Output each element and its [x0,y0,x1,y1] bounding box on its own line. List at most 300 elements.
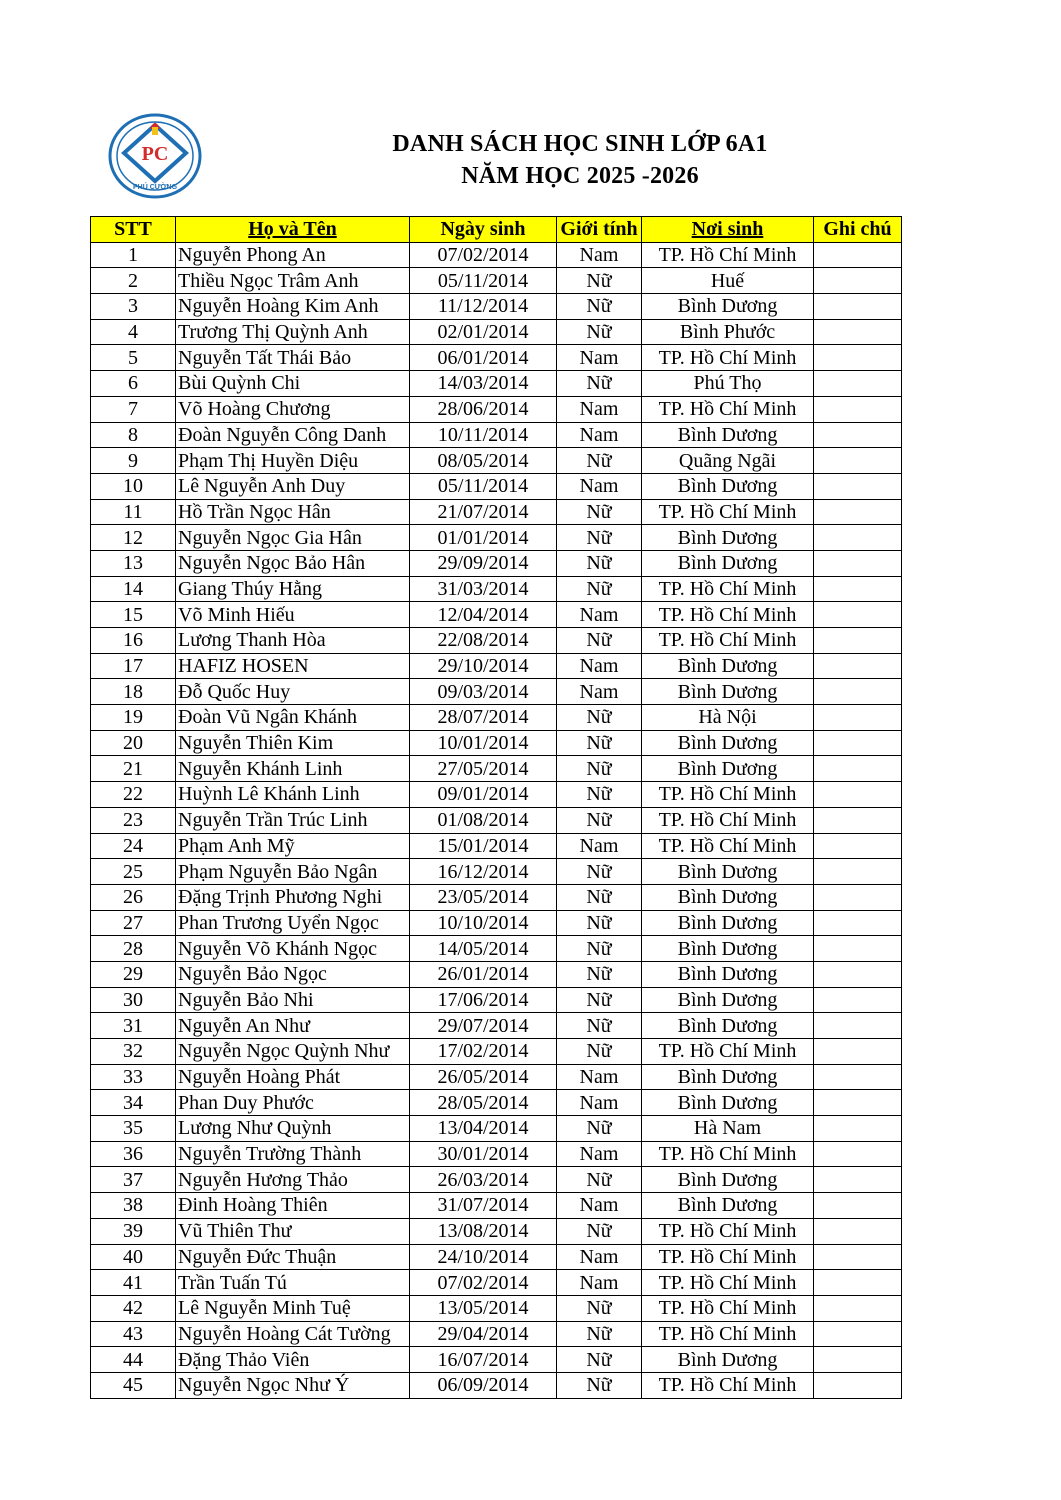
cell-birthplace: TP. Hồ Chí Minh [642,1141,814,1167]
cell-full-name: Huỳnh Lê Khánh Linh [176,782,410,808]
cell-birth-date: 08/05/2014 [410,448,557,474]
cell-birthplace: Bình Dương [642,936,814,962]
cell-birth-date: 26/01/2014 [410,961,557,987]
cell-birthplace: Bình Dương [642,1090,814,1116]
table-row [91,550,902,576]
col-header-full-name: Họ và Tên [176,217,410,243]
cell-birthplace: TP. Hồ Chí Minh [642,1372,814,1398]
cell-birth-date: 31/07/2014 [410,1193,557,1219]
cell-stt: 16 [91,628,176,654]
cell-birthplace: Hà Nội [642,705,814,731]
cell-birth-date: 29/04/2014 [410,1321,557,1347]
cell-notes [814,910,902,936]
cell-full-name: Phạm Anh Mỹ [176,833,410,859]
cell-full-name: HAFIZ HOSEN [176,653,410,679]
cell-full-name: Đỗ Quốc Huy [176,679,410,705]
cell-stt: 32 [91,1039,176,1065]
table-row [91,1193,902,1219]
cell-notes [814,1116,902,1142]
table-row [91,961,902,987]
cell-notes [814,1218,902,1244]
table-row [91,1116,902,1142]
table-row [91,1372,902,1398]
cell-birth-date: 28/05/2014 [410,1090,557,1116]
cell-gender: Nữ [557,268,642,294]
cell-notes [814,576,902,602]
cell-stt: 14 [91,576,176,602]
cell-birth-date: 23/05/2014 [410,884,557,910]
cell-birthplace: TP. Hồ Chí Minh [642,1321,814,1347]
cell-gender: Nam [557,422,642,448]
cell-birthplace: TP. Hồ Chí Minh [642,628,814,654]
cell-stt: 19 [91,705,176,731]
cell-full-name: Nguyễn Ngọc Như Ý [176,1372,410,1398]
cell-gender: Nam [557,679,642,705]
table-row [91,1244,902,1270]
cell-notes [814,319,902,345]
cell-full-name: Nguyễn Hoàng Cát Tường [176,1321,410,1347]
cell-stt: 24 [91,833,176,859]
cell-gender: Nam [557,833,642,859]
cell-gender: Nam [557,242,642,268]
cell-notes [814,294,902,320]
cell-notes [814,628,902,654]
table-row [91,1141,902,1167]
cell-notes [814,1193,902,1219]
cell-notes [814,550,902,576]
cell-stt: 25 [91,859,176,885]
table-row [91,1321,902,1347]
cell-gender: Nữ [557,1039,642,1065]
cell-stt: 8 [91,422,176,448]
cell-birth-date: 29/07/2014 [410,1013,557,1039]
cell-full-name: Phạm Thị Huyền Diệu [176,448,410,474]
cell-notes [814,1295,902,1321]
cell-birthplace: Bình Dương [642,884,814,910]
cell-birth-date: 05/11/2014 [410,268,557,294]
cell-notes [814,1090,902,1116]
cell-birthplace: TP. Hồ Chí Minh [642,833,814,859]
cell-birthplace: Bình Dương [642,1167,814,1193]
cell-full-name: Nguyễn Ngọc Quỳnh Như [176,1039,410,1065]
title-line-2: NĂM HỌC 2025 -2026 [461,163,699,189]
cell-full-name: Nguyễn Trường Thành [176,1141,410,1167]
cell-birthplace: TP. Hồ Chí Minh [642,807,814,833]
cell-notes [814,782,902,808]
cell-stt: 28 [91,936,176,962]
cell-gender: Nữ [557,1116,642,1142]
cell-gender: Nam [557,1064,642,1090]
cell-stt: 18 [91,679,176,705]
cell-full-name: Phan Trương Uyển Ngọc [176,910,410,936]
cell-stt: 9 [91,448,176,474]
cell-birth-date: 28/06/2014 [410,396,557,422]
cell-birth-date: 07/02/2014 [410,242,557,268]
cell-birthplace: Bình Dương [642,679,814,705]
cell-birth-date: 13/08/2014 [410,1218,557,1244]
table-row [91,525,902,551]
cell-notes [814,936,902,962]
cell-stt: 35 [91,1116,176,1142]
cell-gender: Nam [557,473,642,499]
cell-stt: 37 [91,1167,176,1193]
cell-birth-date: 10/10/2014 [410,910,557,936]
cell-stt: 23 [91,807,176,833]
cell-gender: Nữ [557,936,642,962]
table-row [91,987,902,1013]
cell-full-name: Nguyễn An Như [176,1013,410,1039]
student-roster-table [90,216,902,1399]
cell-birth-date: 15/01/2014 [410,833,557,859]
cell-gender: Nữ [557,550,642,576]
cell-birth-date: 13/04/2014 [410,1116,557,1142]
table-row [91,1218,902,1244]
cell-full-name: Lê Nguyễn Minh Tuệ [176,1295,410,1321]
cell-stt: 36 [91,1141,176,1167]
cell-full-name: Nguyễn Bảo Ngọc [176,961,410,987]
table-row [91,628,902,654]
cell-birthplace: Bình Dương [642,756,814,782]
cell-notes [814,679,902,705]
cell-gender: Nam [557,602,642,628]
col-header-birthplace: Nơi sinh [642,217,814,243]
table-row [91,319,902,345]
cell-stt: 3 [91,294,176,320]
cell-birthplace: Phú Thọ [642,371,814,397]
cell-birthplace: Bình Dương [642,422,814,448]
logo-monogram: PC [141,143,169,165]
cell-stt: 22 [91,782,176,808]
cell-birth-date: 22/08/2014 [410,628,557,654]
table-row [91,679,902,705]
cell-stt: 43 [91,1321,176,1347]
table-row [91,371,902,397]
cell-stt: 41 [91,1270,176,1296]
cell-notes [814,807,902,833]
cell-gender: Nữ [557,1372,642,1398]
cell-gender: Nữ [557,1013,642,1039]
cell-full-name: Phan Duy Phước [176,1090,410,1116]
table-row [91,242,902,268]
cell-full-name: Giang Thúy Hằng [176,576,410,602]
cell-full-name: Lương Như Quỳnh [176,1116,410,1142]
cell-birth-date: 21/07/2014 [410,499,557,525]
cell-birth-date: 14/03/2014 [410,371,557,397]
cell-notes [814,499,902,525]
cell-birth-date: 06/01/2014 [410,345,557,371]
table-row [91,448,902,474]
cell-birthplace: TP. Hồ Chí Minh [642,576,814,602]
cell-birthplace: TP. Hồ Chí Minh [642,602,814,628]
cell-gender: Nữ [557,499,642,525]
cell-gender: Nữ [557,730,642,756]
cell-full-name: Đinh Hoàng Thiên [176,1193,410,1219]
cell-birth-date: 24/10/2014 [410,1244,557,1270]
cell-notes [814,1270,902,1296]
cell-notes [814,422,902,448]
cell-notes [814,1167,902,1193]
cell-birth-date: 17/06/2014 [410,987,557,1013]
cell-gender: Nữ [557,628,642,654]
table-row [91,294,902,320]
cell-gender: Nam [557,1270,642,1296]
cell-birthplace: Bình Dương [642,1347,814,1373]
cell-full-name: Nguyễn Hoàng Kim Anh [176,294,410,320]
cell-stt: 5 [91,345,176,371]
cell-stt: 30 [91,987,176,1013]
cell-gender: Nữ [557,576,642,602]
cell-gender: Nam [557,1244,642,1270]
table-row [91,1064,902,1090]
table-row [91,730,902,756]
cell-gender: Nam [557,1193,642,1219]
cell-stt: 10 [91,473,176,499]
cell-birth-date: 28/07/2014 [410,705,557,731]
table-row [91,807,902,833]
cell-notes [814,448,902,474]
cell-gender: Nữ [557,961,642,987]
cell-stt: 44 [91,1347,176,1373]
cell-stt: 7 [91,396,176,422]
cell-birthplace: TP. Hồ Chí Minh [642,499,814,525]
cell-birthplace: Bình Dương [642,550,814,576]
table-row [91,1270,902,1296]
cell-full-name: Trần Tuấn Tú [176,1270,410,1296]
cell-gender: Nữ [557,1347,642,1373]
cell-gender: Nữ [557,705,642,731]
cell-stt: 27 [91,910,176,936]
cell-birth-date: 29/09/2014 [410,550,557,576]
cell-birthplace: TP. Hồ Chí Minh [642,345,814,371]
cell-birth-date: 01/01/2014 [410,525,557,551]
cell-full-name: Nguyễn Tất Thái Bảo [176,345,410,371]
table-row [91,936,902,962]
cell-stt: 34 [91,1090,176,1116]
table-row [91,1347,902,1373]
cell-birthplace: TP. Hồ Chí Minh [642,1270,814,1296]
cell-stt: 2 [91,268,176,294]
cell-birth-date: 13/05/2014 [410,1295,557,1321]
table-row [91,576,902,602]
cell-notes [814,1347,902,1373]
cell-notes [814,396,902,422]
cell-stt: 6 [91,371,176,397]
cell-notes [814,1013,902,1039]
col-header-birth-date: Ngày sinh [410,217,557,243]
cell-stt: 29 [91,961,176,987]
cell-notes [814,1141,902,1167]
cell-birthplace: Bình Dương [642,730,814,756]
cell-birthplace: TP. Hồ Chí Minh [642,782,814,808]
cell-birth-date: 09/03/2014 [410,679,557,705]
table-row [91,1013,902,1039]
table-row [91,1039,902,1065]
table-row [91,499,902,525]
cell-birthplace: Bình Dương [642,961,814,987]
table-row [91,782,902,808]
table-header-row [91,217,902,243]
cell-birthplace: Bình Dương [642,987,814,1013]
cell-gender: Nữ [557,1295,642,1321]
table-row [91,1295,902,1321]
cell-stt: 20 [91,730,176,756]
cell-birth-date: 30/01/2014 [410,1141,557,1167]
cell-gender: Nữ [557,1321,642,1347]
cell-birth-date: 27/05/2014 [410,756,557,782]
cell-stt: 38 [91,1193,176,1219]
cell-stt: 26 [91,884,176,910]
cell-stt: 12 [91,525,176,551]
cell-notes [814,1372,902,1398]
cell-birth-date: 05/11/2014 [410,473,557,499]
table-row [91,705,902,731]
cell-birth-date: 07/02/2014 [410,1270,557,1296]
cell-notes [814,833,902,859]
table-body [91,242,902,1398]
table-row [91,884,902,910]
table-row [91,1167,902,1193]
cell-gender: Nữ [557,884,642,910]
table-row [91,268,902,294]
cell-birth-date: 29/10/2014 [410,653,557,679]
cell-birthplace: TP. Hồ Chí Minh [642,396,814,422]
cell-full-name: Nguyễn Thiên Kim [176,730,410,756]
cell-gender: Nữ [557,1167,642,1193]
cell-birth-date: 16/12/2014 [410,859,557,885]
cell-full-name: Nguyễn Bảo Nhi [176,987,410,1013]
cell-full-name: Nguyễn Đức Thuận [176,1244,410,1270]
table-row [91,602,902,628]
cell-birthplace: TP. Hồ Chí Minh [642,1295,814,1321]
cell-gender: Nam [557,345,642,371]
cell-stt: 13 [91,550,176,576]
cell-birthplace: Hà Nam [642,1116,814,1142]
cell-full-name: Nguyễn Hương Thảo [176,1167,410,1193]
cell-gender: Nam [557,1141,642,1167]
col-header-notes: Ghi chú [814,217,902,243]
cell-full-name: Nguyễn Phong An [176,242,410,268]
cell-notes [814,525,902,551]
cell-birthplace: Bình Phước [642,319,814,345]
cell-stt: 39 [91,1218,176,1244]
table-row [91,422,902,448]
cell-full-name: Hồ Trần Ngọc Hân [176,499,410,525]
cell-stt: 15 [91,602,176,628]
cell-birthplace: Quãng Ngãi [642,448,814,474]
cell-birthplace: Bình Dương [642,1193,814,1219]
cell-birthplace: Bình Dương [642,294,814,320]
cell-stt: 42 [91,1295,176,1321]
col-header-gender: Giới tính [557,217,642,243]
cell-notes [814,961,902,987]
cell-gender: Nữ [557,525,642,551]
cell-notes [814,1064,902,1090]
cell-full-name: Lương Thanh Hòa [176,628,410,654]
logo-caption: PHÚ CƯỜNG [132,184,178,191]
cell-full-name: Trương Thị Quỳnh Anh [176,319,410,345]
cell-full-name: Lê Nguyễn Anh Duy [176,473,410,499]
cell-gender: Nữ [557,448,642,474]
title-line-1: DANH SÁCH HỌC SINH LỚP 6A1 [392,131,768,157]
cell-gender: Nữ [557,910,642,936]
cell-full-name: Nguyễn Ngọc Bảo Hân [176,550,410,576]
cell-notes [814,242,902,268]
cell-birthplace: TP. Hồ Chí Minh [642,1244,814,1270]
table-row [91,345,902,371]
cell-birth-date: 06/09/2014 [410,1372,557,1398]
cell-full-name: Phạm Nguyễn Bảo Ngân [176,859,410,885]
cell-birth-date: 09/01/2014 [410,782,557,808]
cell-birthplace: Bình Dương [642,1013,814,1039]
cell-notes [814,653,902,679]
cell-full-name: Nguyễn Khánh Linh [176,756,410,782]
table-row [91,859,902,885]
cell-full-name: Nguyễn Ngọc Gia Hân [176,525,410,551]
cell-birth-date: 31/03/2014 [410,576,557,602]
cell-stt: 1 [91,242,176,268]
cell-notes [814,859,902,885]
cell-gender: Nữ [557,807,642,833]
table-row [91,653,902,679]
cell-full-name: Thiều Ngọc Trâm Anh [176,268,410,294]
cell-stt: 21 [91,756,176,782]
cell-gender: Nữ [557,294,642,320]
cell-notes [814,730,902,756]
cell-stt: 40 [91,1244,176,1270]
cell-birth-date: 10/11/2014 [410,422,557,448]
cell-full-name: Vũ Thiên Thư [176,1218,410,1244]
cell-gender: Nam [557,653,642,679]
cell-birth-date: 26/03/2014 [410,1167,557,1193]
cell-notes [814,1244,902,1270]
school-logo [108,113,202,199]
cell-birthplace: Bình Dương [642,910,814,936]
cell-gender: Nữ [557,782,642,808]
table-row [91,910,902,936]
cell-notes [814,371,902,397]
cell-birth-date: 14/05/2014 [410,936,557,962]
cell-full-name: Đặng Thảo Viên [176,1347,410,1373]
cell-birth-date: 26/05/2014 [410,1064,557,1090]
cell-full-name: Nguyễn Hoàng Phát [176,1064,410,1090]
cell-birth-date: 16/07/2014 [410,1347,557,1373]
table-row [91,833,902,859]
cell-birth-date: 10/01/2014 [410,730,557,756]
cell-stt: 45 [91,1372,176,1398]
cell-full-name: Đoàn Vũ Ngân Khánh [176,705,410,731]
cell-full-name: Đoàn Nguyễn Công Danh [176,422,410,448]
cell-birth-date: 01/08/2014 [410,807,557,833]
cell-stt: 4 [91,319,176,345]
cell-stt: 11 [91,499,176,525]
cell-gender: Nữ [557,756,642,782]
cell-birth-date: 02/01/2014 [410,319,557,345]
cell-full-name: Bùi Quỳnh Chi [176,371,410,397]
cell-notes [814,268,902,294]
cell-birthplace: TP. Hồ Chí Minh [642,1218,814,1244]
table-row [91,1090,902,1116]
cell-gender: Nữ [557,319,642,345]
cell-full-name: Võ Minh Hiếu [176,602,410,628]
col-header-stt: STT [91,217,176,243]
cell-notes [814,473,902,499]
cell-birthplace: Bình Dương [642,473,814,499]
table-row [91,473,902,499]
cell-full-name: Nguyễn Trần Trúc Linh [176,807,410,833]
cell-notes [814,345,902,371]
table-row [91,396,902,422]
cell-gender: Nữ [557,371,642,397]
